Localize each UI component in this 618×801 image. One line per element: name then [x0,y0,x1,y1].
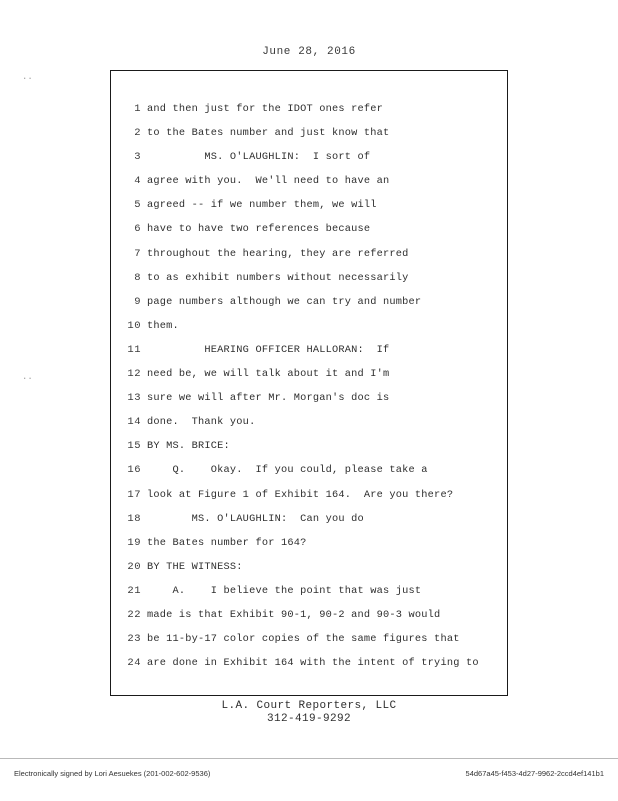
line-number: 17 [127,488,141,501]
line-text: to as exhibit numbers without necessarily [147,271,409,284]
line-number: 1 [134,103,141,115]
line-number: 9 [134,295,141,308]
transcript-line [111,290,509,314]
line-text: have to have two references because [147,223,371,236]
transcript-line [111,338,509,362]
transcript-lines [111,97,509,675]
line-number: 15 [127,440,141,453]
line-text: sure we will after Mr. Morgan's doc is [147,392,390,405]
transcript-line [111,651,509,675]
line-number: 10 [127,319,141,332]
line-number: 8 [134,271,141,284]
line-number: 7 [134,247,141,260]
transcript-line [111,555,509,579]
electronic-signature-note: Electronically signed by Lori Aesuekes (201-002-602-9536) [14,769,211,778]
line-text: the Bates number for 164? [147,536,307,549]
line-text: done. Thank you. [147,416,256,429]
line-number: 11 [127,343,141,356]
line-number: 23 [127,633,141,646]
line-text: page numbers although we can try and number [147,295,422,308]
reporting-firm-name: L.A. Court Reporters, LLC [221,700,397,712]
line-text: agree with you. We'll need to have an [147,175,390,188]
line-text: HEARING OFFICER HALLORAN: If [147,343,390,356]
page-footer [0,700,618,725]
line-number: 4 [134,175,141,188]
transcript-line [111,145,509,169]
signature-bar [0,758,618,801]
transcript-line [111,579,509,603]
margin-mark-top-left: .. [22,72,33,82]
line-number: 2 [134,127,141,140]
line-number: 16 [127,464,141,477]
line-text: be 11-by-17 color copies of the same figures that [147,633,460,646]
transcript-body-frame [110,70,508,696]
line-text: made is that Exhibit 90-1, 90-2 and 90-3 would [147,608,441,621]
document-hash: 54d67a45-f453-4d27-9962-2ccd4ef141b1 [465,769,604,778]
line-text: throughout the hearing, they are referred [147,247,409,260]
transcript-line [111,362,509,386]
line-number: 3 [134,151,141,164]
transcript-line [111,483,509,507]
margin-mark-middle-left: .. [22,372,33,382]
transcript-line [111,386,509,410]
line-text: MS. O'LAUGHLIN: Can you do [147,512,364,525]
line-text: need be, we will talk about it and I'm [147,368,390,381]
line-text: BY MS. BRICE: [147,440,230,453]
transcript-line [111,531,509,555]
line-text: Q. Okay. If you could, please take a [147,464,428,477]
transcript-line [111,627,509,651]
transcript-line [111,410,509,434]
line-text: A. I believe the point that was just [147,584,422,597]
line-text: and then just for the IDOT ones refer [147,103,384,115]
line-number: 20 [127,560,141,573]
line-text: agreed -- if we number them, we will [147,199,377,212]
reporting-firm-phone: 312-419-9292 [266,713,351,725]
line-text: to the Bates number and just know that [147,127,390,140]
line-text: BY THE WITNESS: [147,560,243,573]
line-number: 13 [127,392,141,405]
line-text: MS. O'LAUGHLIN: I sort of [147,151,371,164]
transcript-line [111,507,509,531]
transcript-line [111,242,509,266]
hearing-date: June 28, 2016 [262,46,356,58]
line-number: 24 [127,657,141,670]
line-number: 19 [127,536,141,549]
line-number: 12 [127,368,141,381]
line-number: 14 [127,416,141,429]
transcript-line [111,169,509,193]
transcript-line [111,121,509,145]
transcript-line [111,266,509,290]
line-text: look at Figure 1 of Exhibit 164. Are you there? [147,488,454,501]
transcript-line [111,193,509,217]
transcript-line [111,314,509,338]
line-number: 22 [127,608,141,621]
line-number: 5 [134,199,141,212]
line-number: 6 [134,223,141,236]
transcript-line [111,458,509,482]
line-number: 21 [127,584,141,597]
line-number: 18 [127,512,141,525]
transcript-line [111,603,509,627]
transcript-line [111,434,509,458]
line-text: them. [147,319,179,332]
line-text: are done in Exhibit 164 with the intent of trying to [147,657,479,670]
transcript-line [111,97,509,121]
transcript-line [111,217,509,241]
